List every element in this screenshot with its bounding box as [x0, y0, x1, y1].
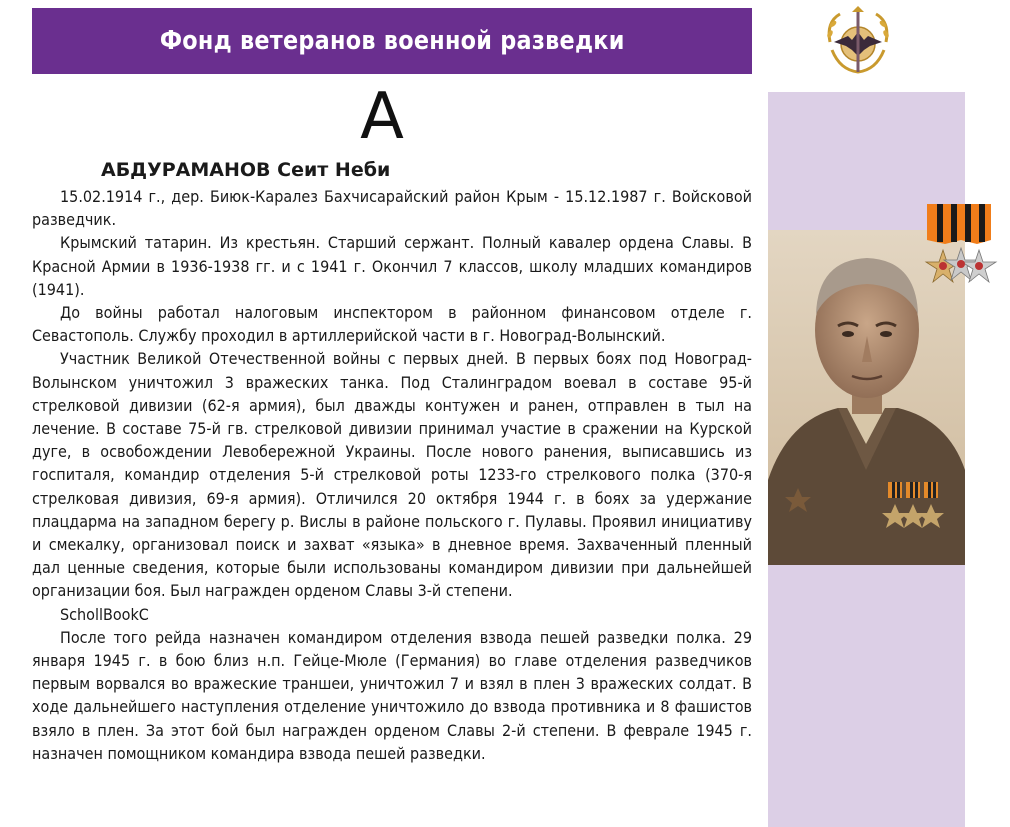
bio-war-paragraph: Участник Великой Отечественной войны с первых дней. В первых боях под Новоград-Волынском уничтожил 3 вражеских танка. Под Сталинградом воевал в составе 95-й стрелковой дивизии (62-я армия), был дважды контужен и ранен, отправлен в тыл на лечение. В составе 75-й гв. стрелковой дивизии принимал участие в сражении на Курской дуге, в освобождении Левобережной Украины. После нового ранения, выписавшись из госпиталя, командир отделения 5-й стрелковой роты 1233-го стрелкового полка (370-я стрелковая дивизия, 69-я армия). Отличился 20 октября 1944 г. в боях за удержание плацдарма на западном берегу р. Вислы в районе польского г. Пулавы. Проявил инициативу и смекалку, организовал поиск и захват «языка» в дневное время. Захваченный пленный дал ценные сведения, которые были использованы командиром дивизии при дальнейшей организации боя. Был награжден орденом Славы 3-й степени. — [32, 349, 752, 601]
bio-prewar-paragraph: До войны работал налоговым инспектором в районном финансовом отделе г. Севастополь. Службу проходил в артиллерийской части в г. Новоград-Волынский. — [32, 303, 752, 346]
header-banner — [32, 8, 752, 74]
page-title: Фонд ветеранов военной разведки — [159, 26, 625, 56]
order-of-glory-ribbon-icon — [921, 200, 1001, 292]
bio-background-paragraph: Крымский татарин. Из крестьян. Старший сержант. Полный кавалер ордена Славы. В Красной Армии в 1936-1938 гг. и с 1941 г. Окончил 7 классов, школу младших командиров (1941). — [32, 233, 752, 299]
biography-text — [32, 185, 752, 765]
bio-source-note: SchollBookC — [60, 604, 149, 624]
section-letter: А — [360, 80, 404, 154]
bat-on-globe-emblem-icon — [818, 4, 898, 78]
bio-dates-paragraph: 15.02.1914 г., дер. Биюк-Каралез Бахчисарайский район Крым - 15.12.1987 г. Войсковой разведчик. — [32, 187, 752, 230]
bio-raid-paragraph: После того рейда назначен командиром отделения взвода пешей разведки полка. 29 января 1945 г. в бою близ н.п. Гейце-Мюле (Германия) во главе отделения разведчиков первым ворвался во вражеские траншеи, уничтожил 7 и взял в плен 3 вражеских солдат. В ходе дальнейшего наступления отделение уничтожило до взвода противника и 8 фашистов взяло в плен. За этот бой был награжден орденом Славы 2-й степени. В феврале 1945 г. назначен помощником командира взвода пешей разведки. — [32, 627, 752, 763]
person-name: АБДУРАМАНОВ Сеит Неби — [101, 159, 391, 181]
